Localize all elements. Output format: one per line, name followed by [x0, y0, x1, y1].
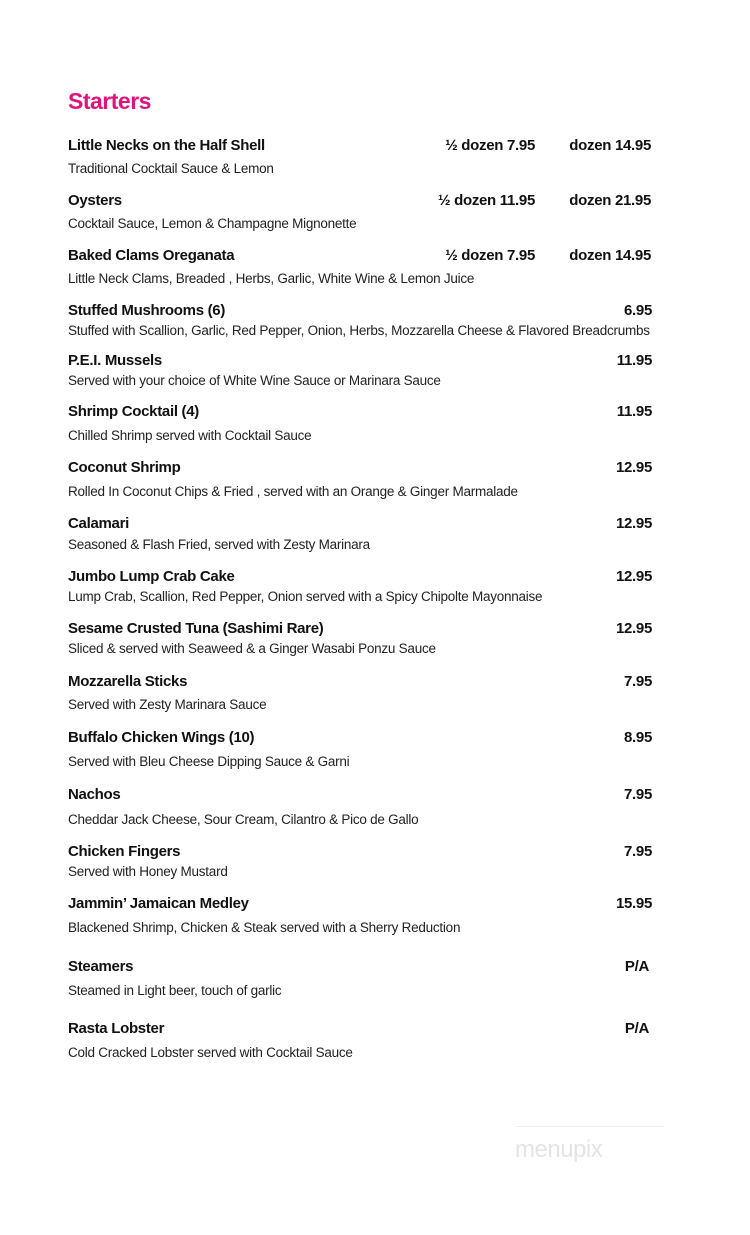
item-dozen-price: dozen 21.95 [569, 192, 651, 209]
watermark-divider [515, 1126, 663, 1127]
item-description: Rolled In Coconut Chips & Fried , served with an Orange & Ginger Marmalade [68, 484, 518, 499]
item-description: Steamed in Light beer, touch of garlic [68, 983, 282, 998]
item-price: P/A [624, 958, 649, 975]
item-name: Stuffed Mushrooms (6) [68, 302, 226, 319]
item-price: 8.95 [624, 729, 652, 746]
item-price: P/A [624, 1020, 649, 1037]
item-half-dozen-price: ½ dozen 7.95 [445, 247, 535, 264]
item-name: Mozzarella Sticks [68, 673, 188, 690]
item-half-dozen-price: ½ dozen 7.95 [445, 137, 535, 154]
item-name: Buffalo Chicken Wings (10) [68, 729, 255, 746]
item-name: Shrimp Cocktail (4) [68, 403, 199, 420]
item-description: Served with Zesty Marinara Sauce [68, 697, 267, 712]
item-description: Lump Crab, Scallion, Red Pepper, Onion served with a Spicy Chipolte Mayonnaise [68, 589, 543, 604]
item-description: Cold Cracked Lobster served with Cocktail Sauce [68, 1045, 353, 1060]
item-name: Oysters [68, 192, 122, 209]
section-title: Starters [68, 88, 151, 114]
item-dozen-price: dozen 14.95 [569, 137, 651, 154]
item-description: Sliced & served with Seaweed & a Ginger Wasabi Ponzu Sauce [68, 641, 436, 656]
item-price: 6.95 [624, 302, 652, 319]
item-price: 12.95 [615, 568, 652, 585]
item-name: Baked Clams Oreganata [68, 247, 235, 264]
item-name: Little Necks on the Half Shell [68, 137, 265, 154]
item-name: Calamari [68, 515, 129, 532]
item-dozen-price: dozen 14.95 [569, 247, 651, 264]
item-description: Little Neck Clams, Breaded , Herbs, Garlic, White Wine & Lemon Juice [68, 271, 475, 286]
item-price: 12.95 [615, 515, 652, 532]
item-name: Coconut Shrimp [68, 459, 181, 476]
item-price: 11.95 [616, 352, 652, 369]
item-name: Jumbo Lump Crab Cake [68, 568, 235, 585]
item-name: P.E.I. Mussels [68, 352, 162, 369]
item-description: Cocktail Sauce, Lemon & Champagne Mignonette [68, 216, 357, 231]
item-price: 7.95 [624, 673, 652, 690]
item-description: Served with Honey Mustard [68, 864, 228, 879]
item-description: Served with your choice of White Wine Sauce or Marinara Sauce [68, 373, 441, 388]
item-price: 12.95 [615, 620, 652, 637]
item-price: 15.95 [615, 895, 652, 912]
item-price: 7.95 [624, 843, 652, 860]
item-name: Sesame Crusted Tuna (Sashimi Rare) [68, 620, 324, 637]
item-price: 11.95 [616, 403, 652, 420]
item-description: Seasoned & Flash Fried, served with Zesty Marinara [68, 537, 370, 552]
item-description: Traditional Cocktail Sauce & Lemon [68, 161, 274, 176]
item-name: Nachos [68, 786, 121, 803]
item-name: Chicken Fingers [68, 843, 181, 860]
item-description: Chilled Shrimp served with Cocktail Sauce [68, 428, 312, 443]
item-description: Blackened Shrimp, Chicken & Steak served with a Sherry Reduction [68, 920, 461, 935]
watermark-logo: menupix [515, 1136, 603, 1163]
item-half-dozen-price: ½ dozen 11.95 [438, 192, 535, 209]
item-description: Cheddar Jack Cheese, Sour Cream, Cilantro & Pico de Gallo [68, 812, 419, 827]
item-description: Served with Bleu Cheese Dipping Sauce & Garni [68, 754, 350, 769]
item-price: 12.95 [615, 459, 652, 476]
item-price: 7.95 [624, 786, 652, 803]
item-description: Stuffed with Scallion, Garlic, Red Pepper, Onion, Herbs, Mozzarella Cheese & Flavored Breadcrumbs [68, 323, 650, 338]
item-name: Rasta Lobster [68, 1020, 165, 1037]
item-name: Steamers [68, 958, 134, 975]
item-name: Jammin’ Jamaican Medley [68, 895, 249, 912]
